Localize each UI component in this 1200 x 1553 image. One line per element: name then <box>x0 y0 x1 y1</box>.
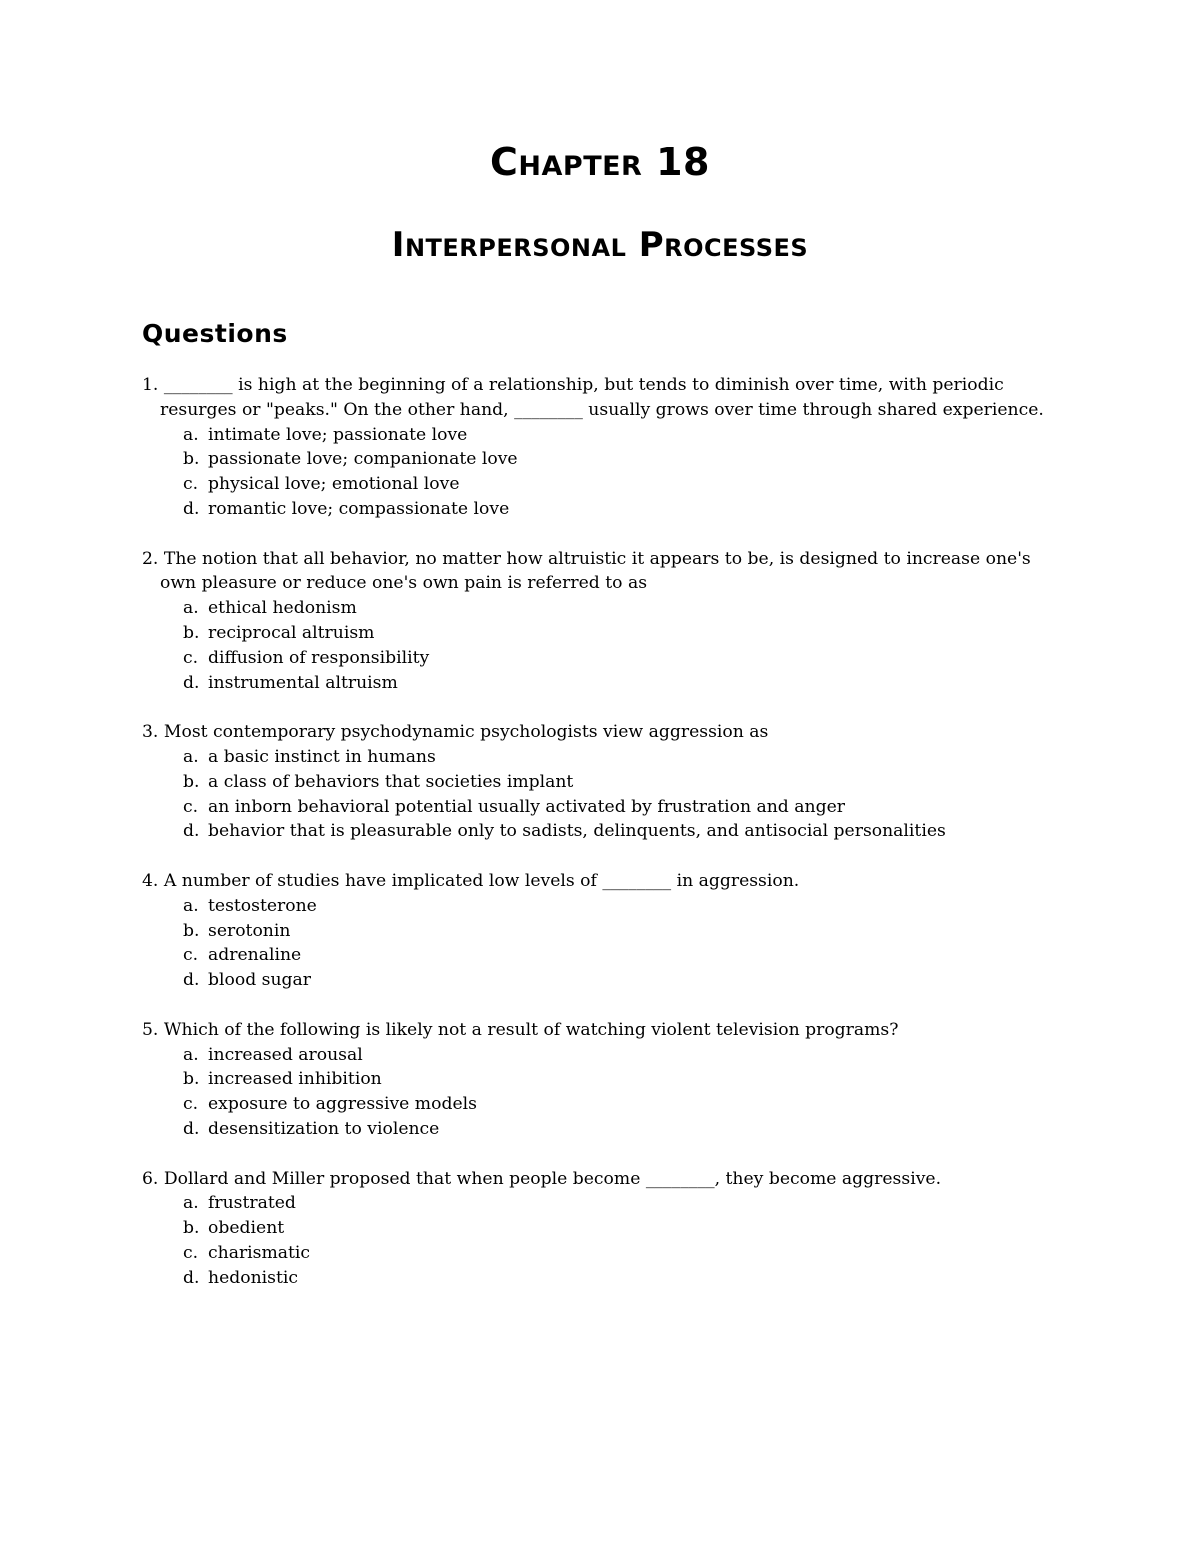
option-letter: b. <box>183 449 200 470</box>
option-letter: d. <box>183 1118 200 1139</box>
option-d <box>183 497 1062 522</box>
chapter-subtitle: Interpersonal Processes <box>391 225 809 265</box>
option-list <box>142 1191 1062 1290</box>
option-text: a class of behaviors that societies implant <box>208 771 574 792</box>
option-d <box>183 1266 1062 1291</box>
option-d <box>183 819 1062 844</box>
option-text: frustrated <box>208 1193 296 1214</box>
option-text: hedonistic <box>208 1267 299 1288</box>
option-text: ethical hedonism <box>208 598 357 619</box>
option-text: obedient <box>208 1218 285 1239</box>
option-letter: a. <box>183 1193 199 1214</box>
option-text: diffusion of responsibility <box>208 647 430 668</box>
option-text: exposure to aggressive models <box>208 1094 477 1115</box>
question-3 <box>142 720 1062 844</box>
question-4 <box>142 869 1062 993</box>
option-a <box>183 894 1062 919</box>
question-text: Most contemporary psychodynamic psychologists view aggression as <box>163 722 769 743</box>
option-c <box>183 1241 1062 1266</box>
option-letter: a. <box>183 1044 199 1065</box>
option-letter: b. <box>183 622 200 643</box>
chapter-heading: Chapter 18 <box>490 140 710 184</box>
option-c <box>183 646 1062 671</box>
option-list <box>142 1043 1062 1142</box>
question-1 <box>142 373 1062 522</box>
question-text: The notion that all behavior, no matter how altruistic it appears to be, is designed to increase one's own pleasure or reduce one's own pain is referred to as <box>160 548 1031 594</box>
option-c <box>183 1092 1062 1117</box>
option-b <box>183 1216 1062 1241</box>
option-letter: b. <box>183 771 200 792</box>
option-letter: c. <box>183 1242 199 1263</box>
question-number: 6. <box>142 1168 159 1189</box>
section-heading: Questions <box>142 319 288 348</box>
option-text: romantic love; compassionate love <box>208 498 510 519</box>
option-letter: b. <box>183 1069 200 1090</box>
option-list <box>142 745 1062 844</box>
option-letter: d. <box>183 498 200 519</box>
option-list <box>142 596 1062 695</box>
option-letter: a. <box>183 424 199 445</box>
question-text: ________ is high at the beginning of a relationship, but tends to diminish over time, with periodic resurges or "peaks." On the other hand, ________ usually grows over time through shared experience. <box>160 375 1044 420</box>
option-text: blood sugar <box>208 970 312 991</box>
option-letter: a. <box>183 746 199 767</box>
option-a <box>183 1043 1062 1068</box>
option-text: testosterone <box>208 895 317 916</box>
question-list <box>142 373 1062 1315</box>
option-text: an inborn behavioral potential usually activated by frustration and anger <box>208 796 845 817</box>
question-6 <box>142 1167 1062 1291</box>
option-letter: a. <box>183 598 199 619</box>
option-letter: b. <box>183 920 200 941</box>
option-d <box>183 671 1062 696</box>
option-letter: d. <box>183 1267 200 1288</box>
option-c <box>183 795 1062 820</box>
question-text: Dollard and Miller proposed that when people become ________, they become aggressive. <box>163 1168 942 1189</box>
option-a <box>183 745 1062 770</box>
option-a <box>183 423 1062 448</box>
option-text: desensitization to violence <box>208 1118 440 1139</box>
question-5 <box>142 1018 1062 1142</box>
option-text: intimate love; passionate love <box>208 424 468 445</box>
question-stem <box>142 1167 1062 1192</box>
option-text: physical love; emotional love <box>208 474 460 495</box>
option-letter: a. <box>183 895 199 916</box>
question-number: 5. <box>142 1019 159 1040</box>
option-letter: c. <box>183 474 199 495</box>
option-d <box>183 968 1062 993</box>
option-letter: d. <box>183 970 200 991</box>
question-stem <box>142 720 1062 745</box>
option-b <box>183 621 1062 646</box>
question-number: 1. <box>142 375 159 395</box>
option-letter: c. <box>183 945 199 966</box>
question-stem <box>142 547 1062 597</box>
option-b <box>183 919 1062 944</box>
question-number: 4. <box>142 870 159 891</box>
option-letter: c. <box>183 647 199 668</box>
question-2 <box>142 547 1062 696</box>
option-b <box>183 1067 1062 1092</box>
option-list <box>142 894 1062 993</box>
option-letter: c. <box>183 796 199 817</box>
option-list <box>142 423 1062 522</box>
option-c <box>183 472 1062 497</box>
option-text: increased inhibition <box>208 1069 382 1090</box>
option-text: instrumental altruism <box>208 672 398 693</box>
option-text: passionate love; companionate love <box>208 449 518 470</box>
option-b <box>183 447 1062 472</box>
option-text: a basic instinct in humans <box>208 746 436 767</box>
option-b <box>183 770 1062 795</box>
option-text: serotonin <box>208 920 291 941</box>
option-letter: c. <box>183 1094 199 1115</box>
question-stem <box>142 1018 1062 1043</box>
option-c <box>183 943 1062 968</box>
option-text: charismatic <box>208 1242 311 1263</box>
question-number: 3. <box>142 722 159 743</box>
option-text: behavior that is pleasurable only to sadists, delinquents, and antisocial personalities <box>208 821 946 842</box>
option-text: increased arousal <box>208 1044 363 1065</box>
option-text: adrenaline <box>208 945 302 966</box>
option-letter: d. <box>183 672 200 693</box>
question-stem <box>142 869 1062 894</box>
question-text: A number of studies have implicated low levels of ________ in aggression. <box>163 870 800 891</box>
option-d <box>183 1117 1062 1142</box>
option-letter: b. <box>183 1218 200 1239</box>
option-a <box>183 1191 1062 1216</box>
question-stem <box>142 373 1062 423</box>
question-text: Which of the following is likely not a result of watching violent television programs? <box>163 1019 899 1040</box>
option-text: reciprocal altruism <box>208 622 375 643</box>
option-letter: d. <box>183 821 200 842</box>
question-number: 2. <box>142 548 159 569</box>
option-a <box>183 596 1062 621</box>
